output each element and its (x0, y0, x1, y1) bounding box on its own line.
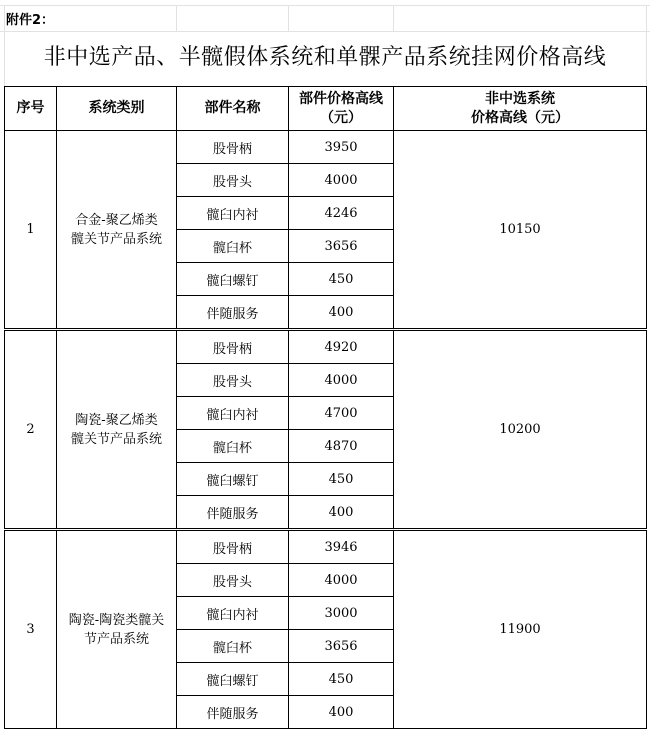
table-row (5, 330, 647, 364)
part-name: 髋臼螺钉 (177, 663, 289, 696)
header-part-price (289, 87, 394, 131)
part-price: 4000 (289, 364, 394, 397)
part-price: 400 (289, 496, 394, 530)
system-type-cell (57, 530, 177, 729)
row-index: 3 (5, 530, 57, 729)
system-type-line1: 陶瓷-陶瓷类髋关 (68, 612, 165, 628)
part-price: 3656 (289, 630, 394, 663)
row-index: 1 (5, 131, 57, 330)
part-price: 450 (289, 263, 394, 296)
part-name: 髋臼内衬 (177, 197, 289, 230)
part-name: 髋臼内衬 (177, 597, 289, 630)
part-name: 髋臼内衬 (177, 397, 289, 430)
row-index: 2 (5, 330, 57, 530)
part-price: 4700 (289, 397, 394, 430)
header-index: 序号 (5, 87, 57, 131)
part-name: 股骨头 (177, 564, 289, 597)
header-part-name: 部件名称 (177, 87, 289, 131)
system-type-line1: 陶瓷-聚乙烯类 (75, 412, 158, 428)
part-name: 股骨柄 (177, 330, 289, 364)
part-price: 4246 (289, 197, 394, 230)
part-name: 股骨头 (177, 164, 289, 197)
part-price: 3950 (289, 131, 394, 164)
gridline (393, 5, 394, 31)
part-name: 伴随服务 (177, 296, 289, 330)
price-table (4, 86, 647, 729)
system-type-line2: 髋关节产品系统 (70, 231, 162, 247)
header-system-type: 系统类别 (57, 87, 177, 131)
system-price: 11900 (394, 530, 647, 729)
gridline (176, 5, 177, 31)
part-price: 450 (289, 663, 394, 696)
header-part-price-line1: 部件价格高线 (299, 90, 383, 107)
system-type-line2: 髋关节产品系统 (70, 431, 162, 447)
part-price: 3656 (289, 230, 394, 263)
header-part-price-line2: （元） (320, 109, 362, 126)
part-name: 伴随服务 (177, 696, 289, 729)
header-system-price (394, 87, 647, 131)
part-name: 髋臼螺钉 (177, 263, 289, 296)
header-row (5, 87, 647, 131)
page-title: 非中选产品、半髋假体系统和单髁产品系统挂网价格高线 (43, 45, 607, 70)
part-price: 3946 (289, 530, 394, 564)
gridline (288, 5, 289, 31)
part-name: 股骨柄 (177, 530, 289, 564)
system-type-line1: 合金-聚乙烯类 (75, 212, 158, 228)
part-name: 伴随服务 (177, 496, 289, 530)
system-type-cell (57, 131, 177, 330)
part-name: 髋臼杯 (177, 430, 289, 463)
part-price: 4000 (289, 564, 394, 597)
part-name: 股骨头 (177, 364, 289, 397)
part-name: 髋臼杯 (177, 630, 289, 663)
system-type-cell (57, 330, 177, 530)
attachment-label: 附件2： (6, 13, 55, 28)
part-name: 髋臼螺钉 (177, 463, 289, 496)
part-price: 400 (289, 696, 394, 729)
header-system-price-line1: 非中选系统 (485, 90, 555, 107)
part-price: 400 (289, 296, 394, 330)
part-name: 髋臼杯 (177, 230, 289, 263)
part-price: 4920 (289, 330, 394, 364)
part-price: 4000 (289, 164, 394, 197)
system-price: 10200 (394, 330, 647, 530)
system-price: 10150 (394, 131, 647, 330)
table-row (5, 131, 647, 164)
part-price: 3000 (289, 597, 394, 630)
header-system-price-line2: 价格高线（元） (471, 109, 569, 126)
table-row (5, 530, 647, 564)
part-name: 股骨柄 (177, 131, 289, 164)
part-price: 450 (289, 463, 394, 496)
part-price: 4870 (289, 430, 394, 463)
system-type-line2: 节产品系统 (83, 631, 149, 647)
gridline (0, 5, 650, 6)
gridline (0, 31, 650, 32)
